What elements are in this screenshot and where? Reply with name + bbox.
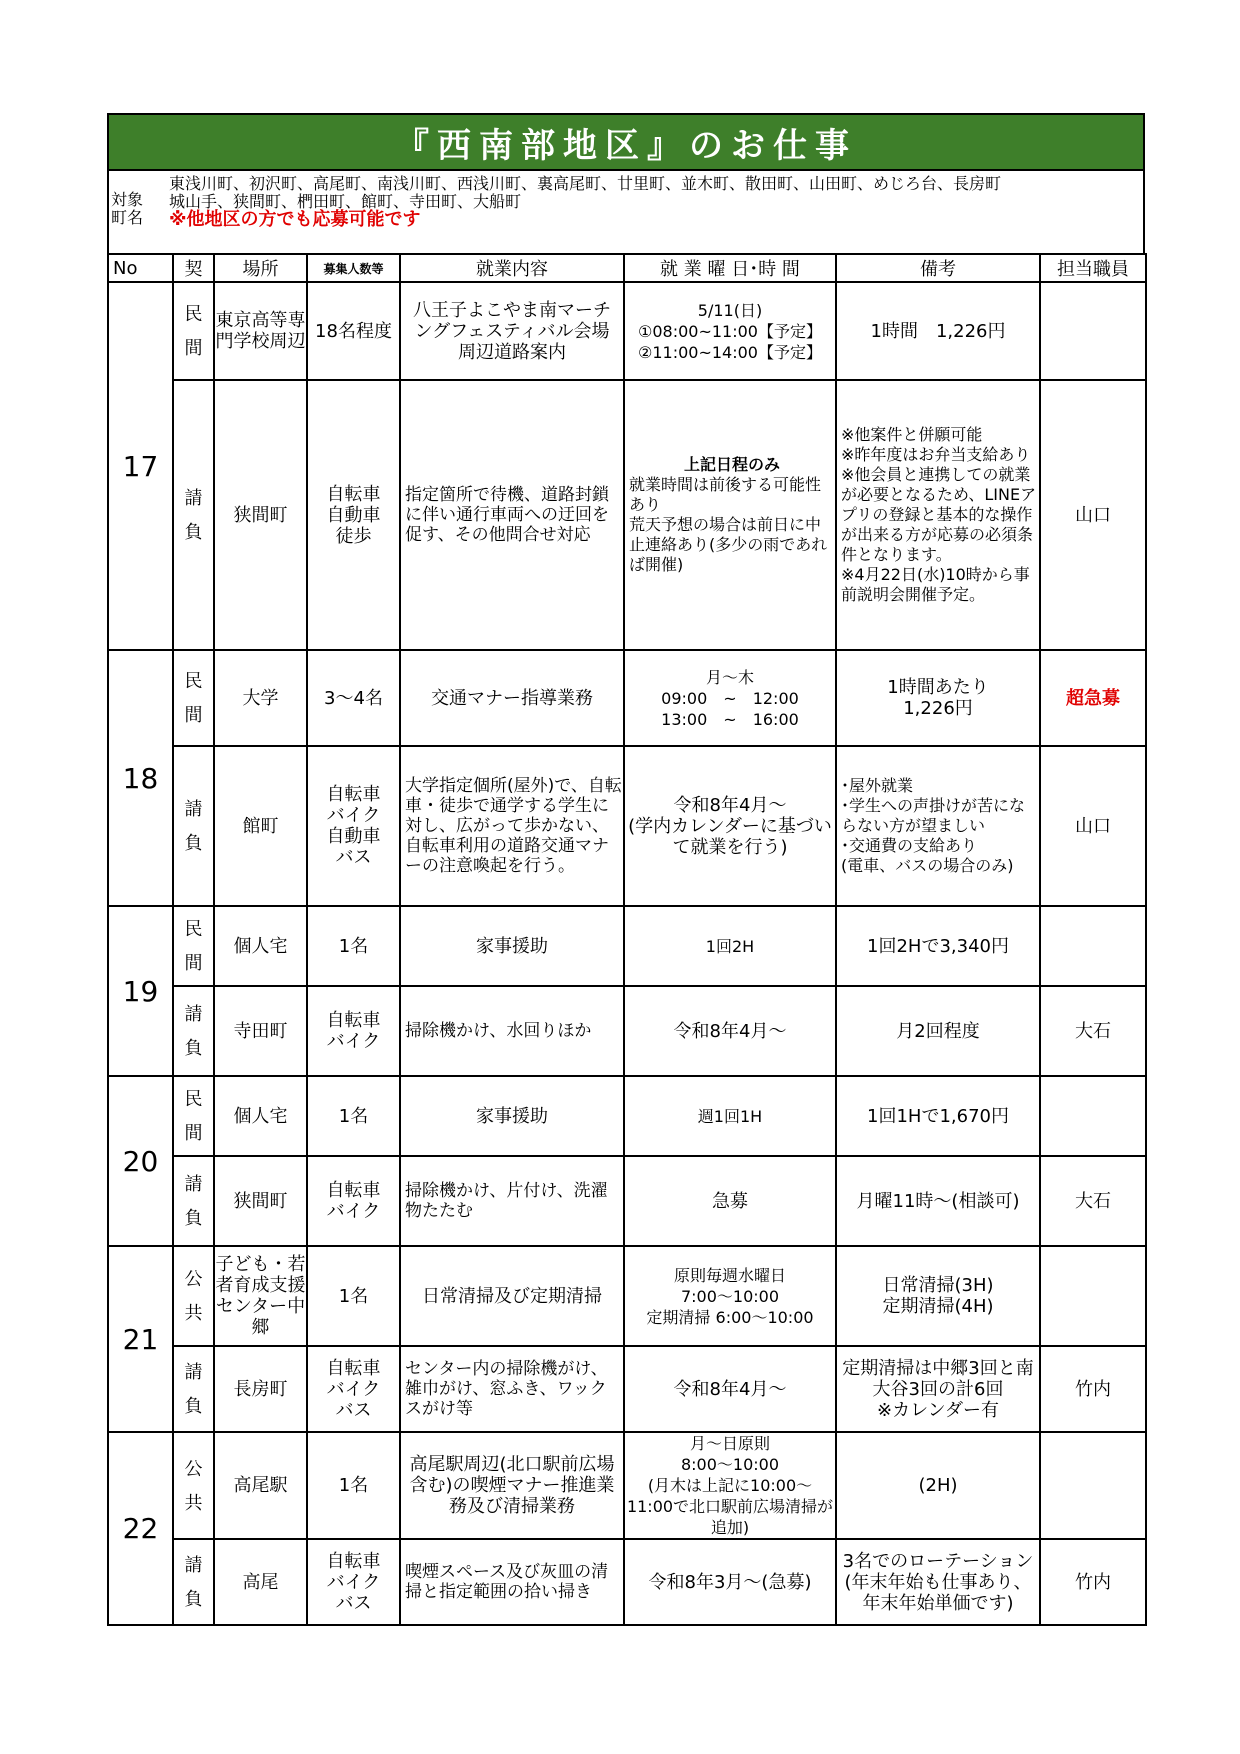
text-line: 令和8年3月～(急募) [648,1571,812,1593]
text-line: ①08:00~11:00【予定】 [638,321,822,341]
area-label [109,171,165,253]
text-line: 間 [184,705,203,726]
place-top [214,650,307,746]
place-top [214,1432,307,1539]
job-content-detail: 指定箇所で待機、道路封鎖に伴い通行車両への迂回を促す、その他問合せ対応 [400,380,624,650]
text-line: 09:00 ~ 12:00 [661,688,799,708]
contract-type-top [173,650,214,746]
text-line: バイク [326,1031,381,1052]
text-line: 門学校周辺 [215,331,306,352]
text-line: バス [335,847,372,868]
text-line: 個人宅 [233,1105,288,1127]
text-line: ②11:00~14:00【予定】 [638,342,822,362]
staff-top [1040,282,1146,380]
schedule-note-body: 就業時間は前後する可能性あり 荒天予想の場合は前日に中止連絡あり(多少の雨であれば開催) [629,475,828,574]
text-line: 令和8年4月～ [673,794,787,816]
text-line: 令和8年4月～ [673,1020,787,1042]
text-line: 間 [184,338,203,359]
text-line: 日常清掃(3H) [882,1275,994,1296]
text-line: 定期清掃 6:00～10:00 [646,1307,814,1327]
row-number: 22 [108,1432,173,1625]
text-line: 8:00～10:00 [680,1455,780,1474]
table-row-lower [108,380,1146,650]
text-line: 民 [184,671,203,692]
table-row-lower [108,746,1146,906]
table-row [108,650,1146,746]
text-line: 高尾駅 [233,1475,288,1496]
remarks-bottom: 月曜11時～(相談可) [836,1156,1040,1246]
table-row [108,1246,1146,1346]
job-content-detail: センター内の掃除機がけ、雑巾がけ、窓ふき、ワックスがけ等 [400,1346,624,1432]
contract-type-bottom [173,986,214,1076]
contract-type-top [173,1246,214,1346]
text-line: 負 [184,1038,203,1059]
text-line: 請 [184,1174,203,1195]
schedule-top [624,1246,836,1346]
staff-top: 超急募 [1040,650,1146,746]
staff-top [1040,1432,1146,1539]
text-line: 負 [184,833,203,854]
text-line: 自動車 [326,504,381,526]
text-line: 子ども・若 [215,1254,306,1275]
transport [307,746,400,906]
schedule-bottom [624,1346,836,1432]
job-content-detail: 掃除機かけ、片付け、洗濯物たたむ [400,1156,624,1246]
table-row [108,1432,1146,1539]
place-bottom: 寺田町 [214,986,307,1076]
schedule-bottom [624,986,836,1076]
contract-type-top [173,1076,214,1156]
text-line: 1回2H [705,936,755,956]
remarks-bottom: ･屋外就業 ･学生への声掛けが苦にならない方が望ましい ･交通費の支給あり (電車、バスの場合のみ) [836,746,1040,906]
staff-name: 山口 [1040,746,1146,906]
text-line: 請 [184,799,203,820]
area-towns [165,171,1143,253]
table-row [108,906,1146,986]
text-line: バイク [326,1201,381,1222]
staff-top [1040,1076,1146,1156]
count-top: 3～4名 [307,650,400,746]
schedule-bottom [624,380,836,650]
area-note: ※他地区の方でも応募可能です [169,209,421,230]
text-line: 者育成支援 [215,1275,306,1296]
text-line: 請 [184,1555,203,1576]
job-content-top: 家事援助 [400,906,624,986]
text-line: 週1回1H [697,1106,763,1126]
staff-top [1040,1246,1146,1346]
transport [307,380,400,650]
text-line: 徒歩 [335,525,372,547]
place-bottom: 狭間町 [214,380,307,650]
row-number: 19 [108,906,173,1076]
text-line: 民 [184,919,203,940]
staff-name: 大石 [1040,986,1146,1076]
text-line: 負 [184,522,203,543]
transport [307,1346,400,1432]
text-line: 負 [184,1208,203,1229]
schedule-note-head: 上記日程のみ [683,455,780,474]
text-line: 急募 [712,1190,748,1212]
area-label-line2: 町名 [111,208,144,227]
schedule-bottom [624,1539,836,1625]
place-top [214,906,307,986]
staff-name: 竹内 [1040,1346,1146,1432]
text-line: 13:00 ~ 16:00 [661,709,799,729]
header-place: 場所 [214,254,307,282]
text-line: (学内カレンダーに基づいて就業を行う) [628,815,832,858]
text-line: 自転車 [326,1550,381,1572]
text-line: 請 [184,1362,203,1383]
header-no: No [108,254,173,282]
text-line: 月～木 [705,667,754,687]
count-top: 1名 [307,1432,400,1539]
text-line: 公 [184,1458,203,1480]
job-content-detail: 喫煙スペース及び灰皿の清掃と指定範囲の拾い掃き [400,1539,624,1625]
towns-line2: 城山手、狭間町、椚田町、館町、寺田町、大船町 [169,192,522,211]
table-row-lower [108,1346,1146,1432]
schedule-top [624,282,836,380]
text-line: 間 [184,1123,203,1144]
staff-top [1040,906,1146,986]
text-line: 5/11(日) [697,300,763,320]
place-top [214,1076,307,1156]
table-row [108,1076,1146,1156]
text-line: 間 [184,953,203,974]
text-line: 1回1Hで1,670円 [867,1105,1009,1127]
remarks-top [836,282,1040,380]
text-line: 原則毎週水曜日 [673,1265,786,1285]
row-number: 20 [108,1076,173,1246]
transport [307,1539,400,1625]
text-line: (2H) [918,1475,958,1496]
staff-name: 山口 [1040,380,1146,650]
staff-name: 竹内 [1040,1539,1146,1625]
job-sheet [107,113,1145,1626]
schedule-bottom [624,746,836,906]
transport [307,986,400,1076]
text-line: 1時間あたり [887,677,989,698]
text-line: 民 [184,1089,203,1110]
contract-type-bottom [173,1156,214,1246]
remarks-bottom: 3名でのローテーション (年末年始も仕事あり、年末年始単価です) [836,1539,1040,1625]
contract-type-top [173,282,214,380]
text-line: バス [335,1592,372,1614]
contract-type-top [173,1432,214,1539]
text-line: 令和8年4月～ [673,1378,787,1400]
job-content-top: 家事援助 [400,1076,624,1156]
text-line: 公 [184,1269,203,1290]
text-line: 請 [184,1004,203,1025]
remarks-bottom: 月2回程度 [836,986,1040,1076]
table-header-row [108,254,1146,282]
towns-line1: 東浅川町、初沢町、高尾町、南浅川町、西浅川町、裏高尾町、廿里町、並木町、散田町、山田町、めじろ台、長房町 [169,174,1002,193]
transport [307,1156,400,1246]
text-line: 東京高等専 [215,310,306,331]
text-line: 1回2Hで3,340円 [867,935,1009,957]
text-line: 自転車 [326,1010,381,1031]
text-line: 月～日原則 [689,1434,770,1453]
schedule-top [624,906,836,986]
header-remarks: 備考 [836,254,1040,282]
table-row-lower [108,986,1146,1076]
schedule-bottom [624,1156,836,1246]
text-line: 自転車 [326,1180,381,1201]
header-content: 就業内容 [400,254,624,282]
target-area [107,169,1145,253]
place-bottom: 高尾 [214,1539,307,1625]
text-line: 1時間 1,226円 [870,320,1006,342]
remarks-top [836,1246,1040,1346]
contract-type-bottom [173,1539,214,1625]
text-line: バイク [326,805,381,826]
table-row [108,282,1146,380]
text-line: 定期清掃(4H) [882,1296,994,1317]
text-line: 個人宅 [233,935,288,957]
remarks-top [836,650,1040,746]
table-row-lower [108,1156,1146,1246]
text-line: (月木は上記に10:00～11:00で北口駅前広場清掃が追加) [626,1476,834,1537]
count-top: 1名 [307,1076,400,1156]
text-line: 大学 [242,687,279,709]
job-content-top: 高尾駅周辺(北口駅前広場含む)の喫煙マナー推進業務及び清掃業務 [400,1432,624,1539]
schedule-top [624,650,836,746]
remarks-bottom: ※他案件と併願可能 ※昨年度はお弁当支給あり ※他会員と連携しての就業が必要となるため、LINEアプリの登録と基本的な操作が出来る方が応募の必須条件となります。 ※4月22日(水)10時から事前説明会開催予定。 [836,380,1040,650]
header-count: 募集人数等 [307,254,400,282]
text-line: 請 [184,488,203,509]
remarks-top [836,1432,1040,1539]
place-top [214,1246,307,1346]
text-line: 1,226円 [903,698,973,719]
contract-type-bottom [173,746,214,906]
job-content-detail: 大学指定個所(屋外)で、自転車・徒歩で通学する学生に対し、広がって歩かない、自転車利用の道路交通マナーの注意喚起を行う。 [400,746,624,906]
job-content-top: 八王子よこやま南マーチングフェスティバル会場周辺道路案内 [400,282,624,380]
jobs-table [107,253,1147,1626]
count-top: 1名 [307,906,400,986]
row-number: 17 [108,282,173,650]
text-line: 7:00～10:00 [680,1286,780,1306]
area-label-line1: 対象 [111,190,144,209]
text-line: 共 [184,1303,203,1324]
page-title: 『西南部地区』のお仕事 [107,113,1145,169]
header-schedule: 就 業 曜 日･時 間 [624,254,836,282]
text-line: 共 [184,1492,203,1514]
row-number: 18 [108,650,173,906]
row-number: 21 [108,1246,173,1432]
place-bottom: 狭間町 [214,1156,307,1246]
schedule-top [624,1432,836,1539]
text-line: 民 [184,304,203,325]
job-content-top: 交通マナー指導業務 [400,650,624,746]
header-kei: 契 [173,254,214,282]
job-content-top: 日常清掃及び定期清掃 [400,1246,624,1346]
text-line: バイク [326,1378,381,1400]
text-line: 郷 [251,1317,270,1338]
contract-type-bottom [173,1346,214,1432]
job-content-detail: 掃除機かけ、水回りほか [400,986,624,1076]
contract-type-top [173,906,214,986]
text-line: 自転車 [326,1357,381,1379]
table-row-lower [108,1539,1146,1625]
staff-name: 大石 [1040,1156,1146,1246]
remarks-bottom: 定期清掃は中郷3回と南大谷3回の計6回 ※カレンダー有 [836,1346,1040,1432]
text-line: 自転車 [326,784,381,805]
schedule-top [624,1076,836,1156]
place-bottom: 長房町 [214,1346,307,1432]
text-line: 自動車 [326,826,381,847]
count-top: 1名 [307,1246,400,1346]
contract-type-bottom [173,380,214,650]
place-top [214,282,307,380]
text-line: 負 [184,1396,203,1417]
header-staff: 担当職員 [1040,254,1146,282]
remarks-top [836,906,1040,986]
text-line: 負 [184,1589,203,1610]
remarks-top [836,1076,1040,1156]
text-line: バイク [326,1571,381,1593]
text-line: センター中 [215,1296,306,1317]
count-top: 18名程度 [307,282,400,380]
text-line: バス [335,1399,372,1421]
place-bottom: 館町 [214,746,307,906]
text-line: 自転車 [326,483,381,505]
